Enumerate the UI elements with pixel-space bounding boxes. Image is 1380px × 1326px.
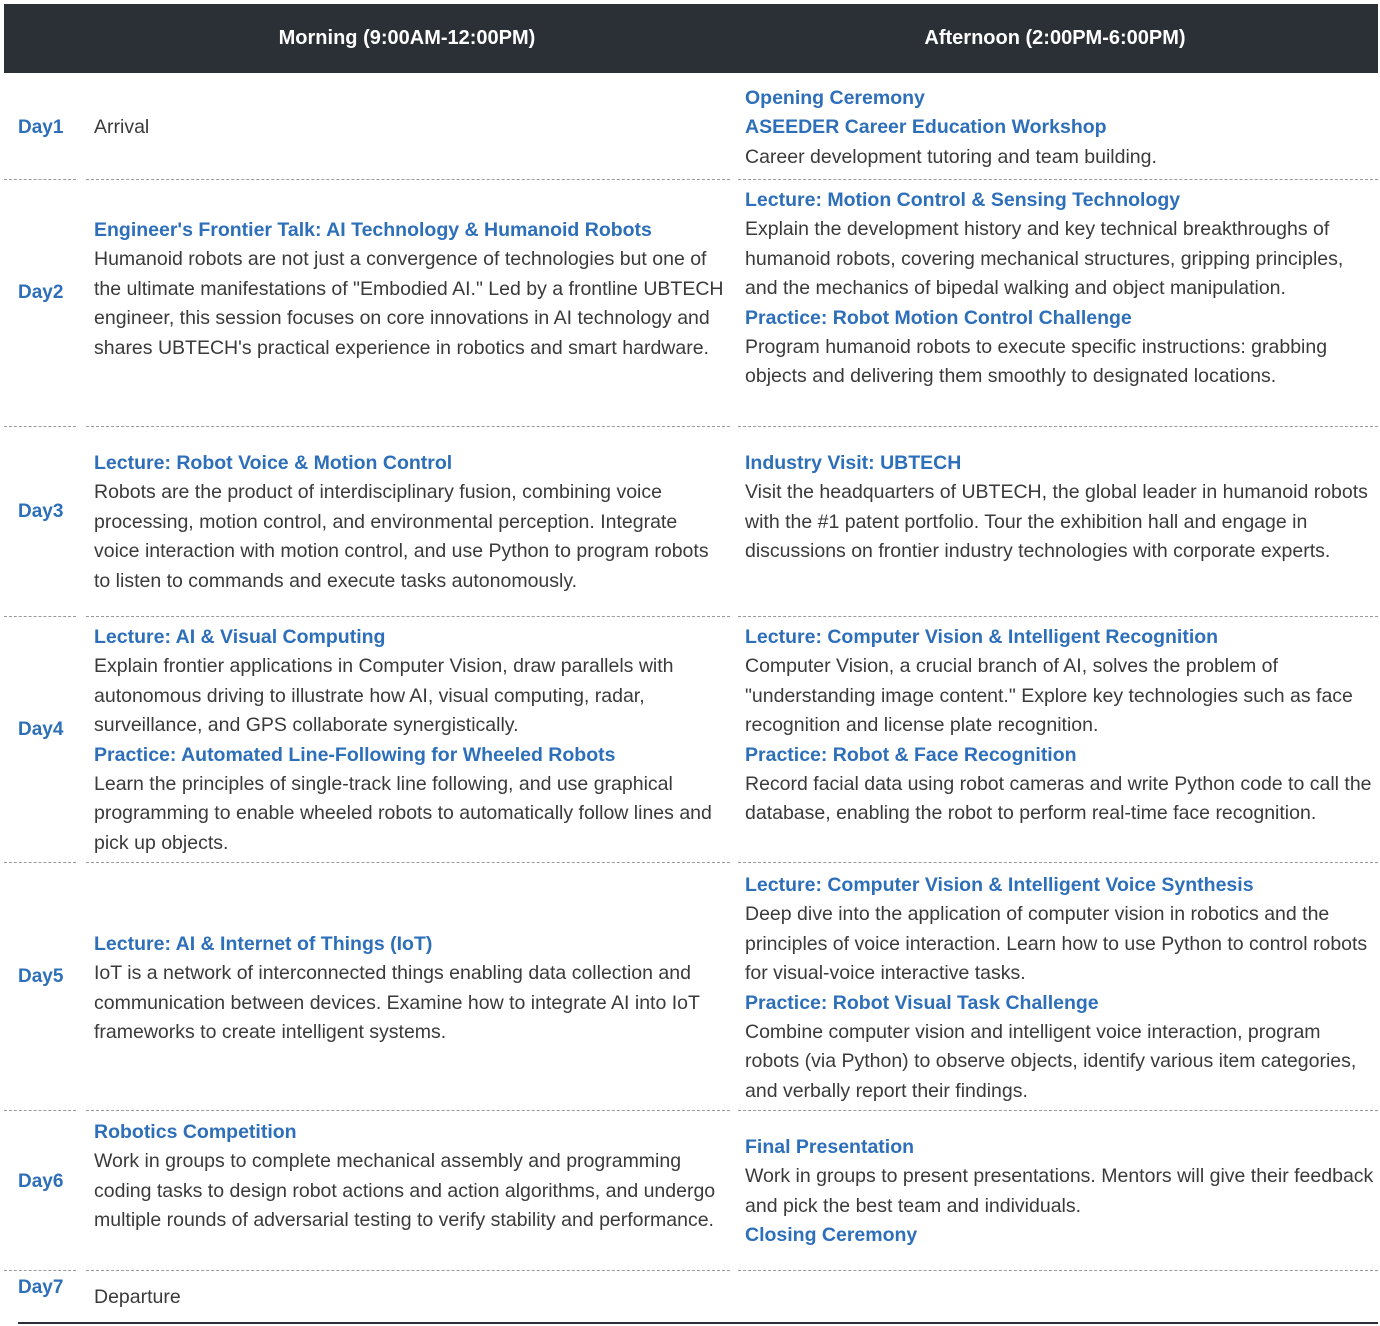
session-title: Closing Ceremony — [745, 1224, 918, 1247]
session-description: Humanoid robots are not just a convergence of technologies but one of the ultimate manifestations of "Embodied AI." Led by a frontline UBTECH engineer, this session focuses on core innovations in AI technology and shares UBTECH's practical experience in robotics and smart hardware. — [94, 248, 724, 359]
session-title: ASEEDER Career Education Workshop — [745, 116, 1107, 139]
session-description: Combine computer vision and intelligent voice interaction, program robots (via Python) to observe objects, identify various item categories, and verbally report their findings. — [745, 1021, 1357, 1102]
afternoon-cell — [745, 186, 1375, 392]
afternoon-cell — [745, 449, 1375, 567]
morning-cell — [94, 1118, 724, 1236]
header-afternoon: Afternoon (2:00PM-6:00PM) — [924, 27, 1186, 49]
session-title: Lecture: Computer Vision & Intelligent Recognition — [745, 626, 1219, 648]
session-description: Work in groups to complete mechanical assembly and programming coding tasks to design robot actions and action algorithms, and undergo multiple rounds of adversarial testing to verify stability and performance. — [94, 1150, 716, 1232]
session-title: Robotics Competition — [94, 1121, 297, 1143]
day-label: Day2 — [18, 282, 64, 303]
day-row — [0, 1271, 1380, 1322]
afternoon-cell — [745, 84, 1375, 172]
morning-cell — [94, 1283, 724, 1312]
session-description: Deep dive into the application of computer vision in robotics and the principles of voice interaction. Learn how to use Python to control robots for visual-voice interactive tasks. — [745, 903, 1368, 985]
session-title: Opening Ceremony — [745, 87, 925, 109]
session-title: Engineer's Frontier Talk: AI Technology & Humanoid Robots — [94, 219, 652, 241]
session-description: Computer Vision, a crucial branch of AI, solves the problem of "understanding image content." Explore key technologies such as face recognition and license plate recognition. — [745, 655, 1353, 737]
session — [745, 623, 1375, 741]
session-description: IoT is a network of interconnected things enabling data collection and communication between devices. Examine how to integrate AI into IoT frameworks to create intelligent systems. — [94, 962, 700, 1044]
session — [745, 84, 1375, 113]
session-description: Work in groups to present presentations. Mentors will give their feedback and pick the best team and individuals. — [745, 1165, 1374, 1217]
session — [745, 989, 1375, 1107]
session — [94, 930, 724, 1048]
morning-cell — [94, 930, 724, 1048]
session-description: Career development tutoring and team building. — [745, 145, 1157, 168]
session-title: Practice: Robot & Face Recognition — [745, 743, 1077, 766]
session — [94, 623, 724, 741]
day-label: Day7 — [18, 1277, 64, 1298]
day-label: Day3 — [18, 501, 64, 522]
morning-cell — [94, 449, 724, 596]
afternoon-cell — [745, 1133, 1375, 1251]
session — [745, 871, 1375, 989]
plain-text: Arrival — [94, 116, 150, 138]
session — [94, 449, 724, 596]
session — [745, 304, 1375, 392]
header-morning: Morning (9:00AM-12:00PM) — [278, 27, 536, 49]
afternoon-cell — [745, 871, 1375, 1106]
morning-cell — [94, 216, 724, 363]
session — [94, 1118, 724, 1236]
session-description: Robots are the product of interdisciplinary fusion, combining voice processing, motion control, and environmental perception. Integrate voice interaction with motion control, and use Python to program robots to listen to commands and execute tasks autonomously. — [94, 481, 709, 592]
session-title: Lecture: Computer Vision & Intelligent Voice Synthesis — [745, 874, 1254, 896]
session — [745, 113, 1375, 172]
session — [745, 1221, 1375, 1250]
session-description: Visit the headquarters of UBTECH, the global leader in humanoid robots with the #1 patent portfolio. Tour the exhibition hall and engage in discussions on frontier industry technologies with corporate experts. — [745, 481, 1368, 563]
session-title: Lecture: AI & Internet of Things (IoT) — [94, 933, 433, 955]
day-label: Day5 — [18, 966, 64, 987]
table-header — [4, 4, 1378, 73]
session — [745, 741, 1375, 829]
session — [745, 449, 1375, 567]
session — [94, 741, 724, 859]
session-description: Learn the principles of single-track line following, and use graphical programming to enable wheeled robots to automatically follow lines and pick up objects. — [94, 773, 712, 854]
session-description: Record facial data using robot cameras and write Python code to call the database, enabling the robot to perform real-time face recognition. — [745, 773, 1372, 825]
session-title: Practice: Automated Line-Following for Wheeled Robots — [94, 743, 616, 766]
session — [745, 186, 1375, 304]
session-title: Final Presentation — [745, 1136, 915, 1158]
table-bottom-border — [18, 1322, 1378, 1324]
morning-cell — [94, 113, 724, 142]
day-row — [0, 73, 1380, 180]
day-label: Day4 — [18, 719, 64, 740]
day-row — [0, 180, 1380, 427]
session-description: Explain frontier applications in Computer Vision, draw parallels with autonomous driving to illustrate how AI, visual computing, radar, surveillance, and GPS collaborate synergistically. — [94, 655, 674, 737]
day-row — [0, 427, 1380, 617]
morning-cell — [94, 623, 724, 858]
afternoon-cell — [745, 623, 1375, 829]
session-title: Lecture: AI & Visual Computing — [94, 626, 386, 648]
session-title: Practice: Robot Motion Control Challenge — [745, 306, 1132, 329]
session-description: Program humanoid robots to execute specific instructions: grabbing objects and delivering them smoothly to designated locations. — [745, 336, 1328, 388]
session-description: Explain the development history and key technical breakthroughs of humanoid robots, covering mechanical structures, gripping principles, and the mechanics of bipedal walking and object manipulation. — [745, 218, 1344, 300]
plain-text: Departure — [94, 1286, 181, 1308]
session-title: Lecture: Robot Voice & Motion Control — [94, 452, 453, 474]
day-label: Day6 — [18, 1171, 64, 1192]
day-label: Day1 — [18, 117, 64, 138]
day-row — [0, 617, 1380, 863]
session — [94, 216, 724, 363]
day-row — [0, 1111, 1380, 1271]
session — [745, 1133, 1375, 1221]
day-row — [0, 863, 1380, 1111]
session-title: Industry Visit: UBTECH — [745, 452, 962, 474]
session-title: Lecture: Motion Control & Sensing Technology — [745, 189, 1181, 211]
session-title: Practice: Robot Visual Task Challenge — [745, 991, 1099, 1014]
